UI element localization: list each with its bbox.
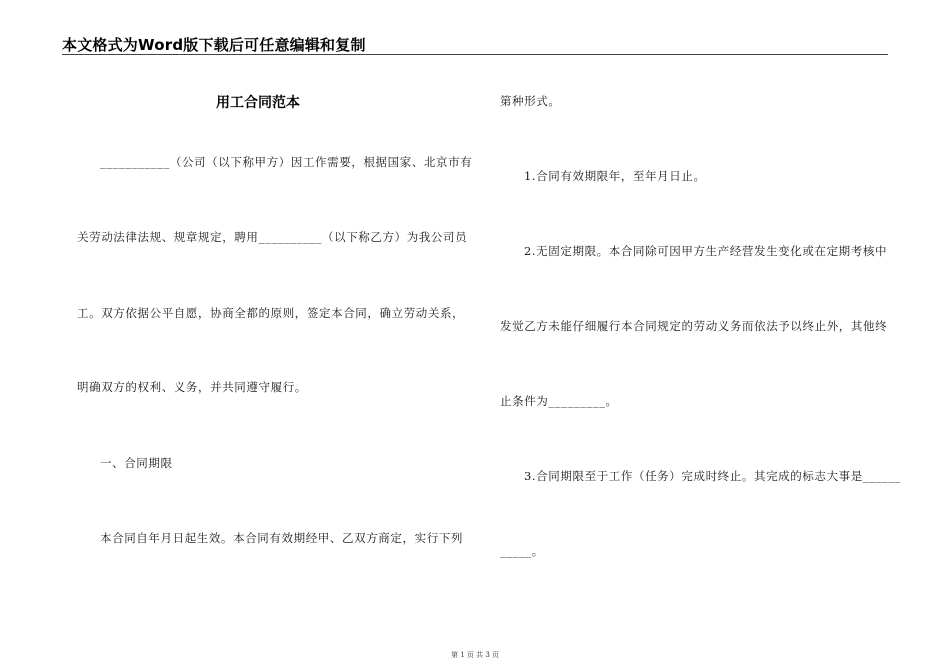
paragraph-line: 2.无固定期限。本合同除可因甲方生产经营发生变化或在定期考核中 <box>524 244 888 258</box>
paragraph-line: 本合同自年月日起生效。本合同有效期经甲、乙双方商定，实行下列 <box>100 531 463 545</box>
section-heading: 一、合同期限 <box>100 456 173 470</box>
paragraph-line: ___________（公司（以下称甲方）因工作需要，根据国家、北京市有 <box>100 155 473 169</box>
paragraph-line: _____。 <box>500 544 544 558</box>
header-title: 本文格式为Word版下载后可任意编辑和复制 <box>62 36 366 54</box>
paragraph-line: 3.合同期限至于工作（任务）完成时终止。其完成的标志大事是______ <box>524 469 901 483</box>
paragraph-line: 关劳动法律法规、规章规定，聘用__________（以下称乙方）为我公司员 <box>77 230 468 244</box>
paragraph-line: 第种形式。 <box>500 94 561 108</box>
header-divider <box>62 54 888 55</box>
paragraph-line: 明确双方的权利、义务，并共同遵守履行。 <box>77 380 307 394</box>
page-number: 第 1 页 共 3 页 <box>450 651 500 659</box>
paragraph-line: 1.合同有效期限年，至年月日止。 <box>524 169 706 183</box>
paragraph-line: 工。双方依据公平自愿，协商全都的原则，签定本合同，确立劳动关系， <box>77 306 465 320</box>
document-title: 用工合同范本 <box>216 95 300 111</box>
paragraph-line: 发觉乙方未能仔细履行本合同规定的劳动义务而依法予以终止外，其他终 <box>500 319 888 333</box>
paragraph-line: 止条件为_________。 <box>500 394 618 408</box>
